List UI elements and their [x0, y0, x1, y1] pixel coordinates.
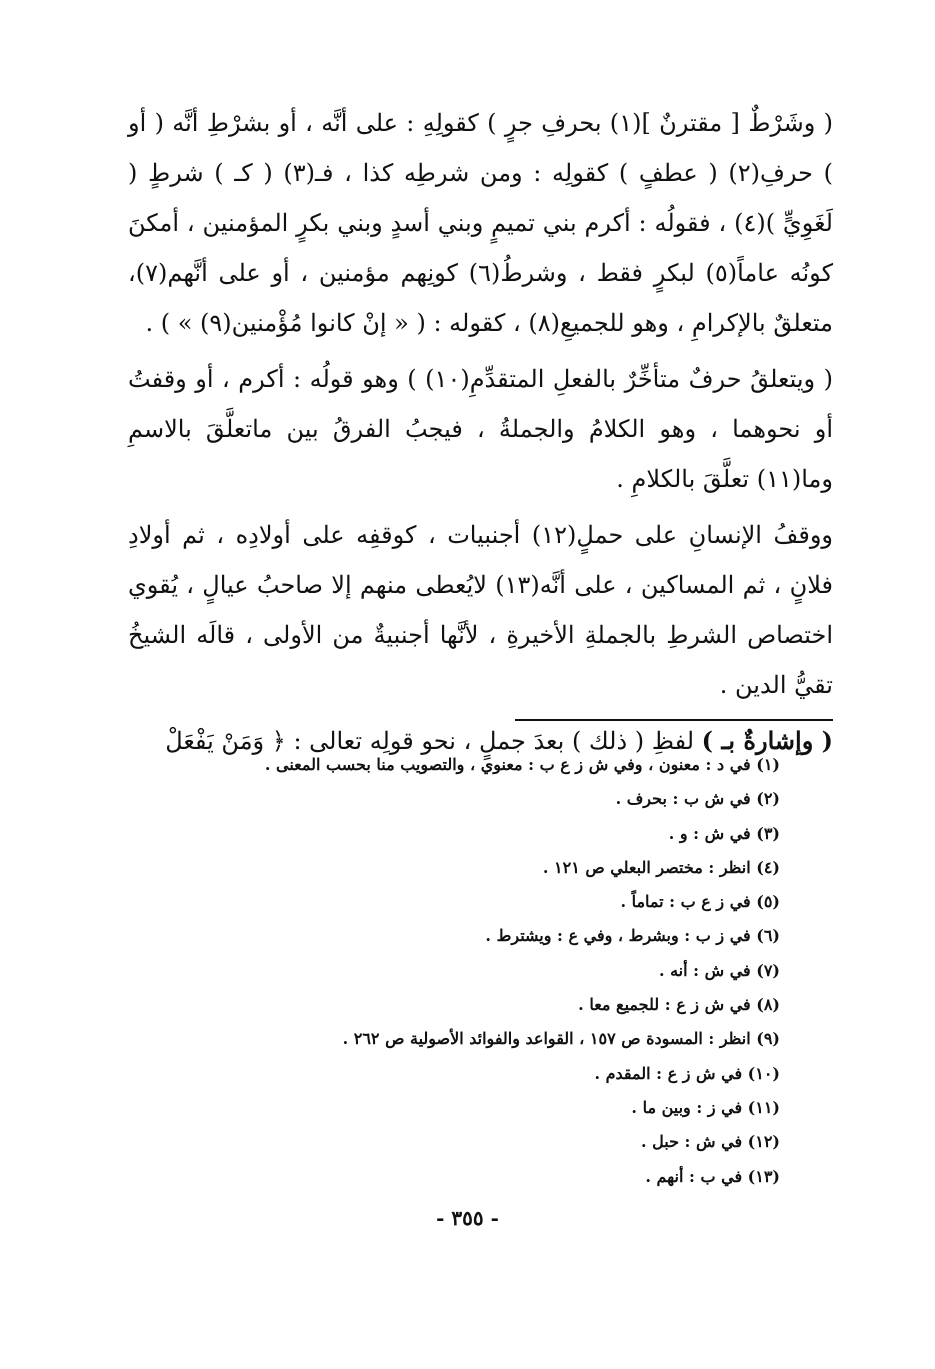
page-number: - ٣٥٥ - — [436, 1206, 499, 1230]
footnote-13: (١٣) في ب : أنهم . — [645, 1166, 780, 1186]
footnote-4: (٤) انظر : مختصر البعلي ص ١٢١ . — [542, 857, 780, 877]
paragraph-3: ووقفُ الإنسانِ على حملٍ(١٢) أجنبيات ، كوقفِه على أولادِه ، ثم أولادِ فلانٍ ، ثم المساكين ، على أنَّه(١٣) لايُعطى منهم إلا صاحبُ عيالٍ ، يُقوي اختصاص الشرطِ بالجملةِ الأخيرةِ ، لأنَّها أجنبيةٌ من الأولى ، قالَه الشيخُ تقيُّ الدين . — [128, 521, 833, 699]
paragraph-1: ( وشَرْطٌ [ مقترنٌ ](١) بحرفِ جرٍ ) كقولِهِ : على أنَّه ، أو بشرْطِ أنَّه ( أو ) حرفِ(٢) ( عطفٍ ) كقولِه : ومن شرطِه كذا ، فـ(٣) ( كـ ) شرطٍ ( لَغَوِيٍّ )(٤) ، فقولُه : أكرم بني تميمٍ وبني أسدٍ وبني بكرٍ المؤمنين ، أمكنَ كونُه عاماً(٥) لبكرٍ فقط ، وشرطُ(٦) كونِهم مؤمنين ، أو على أنَّهم(٧)، متعلقٌ بالإكرامِ ، وهو للجميعِ(٨) ، كقوله : ( « إنْ كانوا مُؤْمنين(٩) » ) . — [128, 109, 834, 337]
footnote-9: (٩) انظر : المسودة ص ١٥٧ ، القواعد والفوائد الأصولية ص ٢٦٢ . — [342, 1029, 780, 1049]
paragraph-2: ( ويتعلقُ حرفٌ متأخِّرٌ بالفعلِ المتقدِّمِ(١٠) ) وهو قولُه : أكرم ، أو وقفتُ أو نحوهما ، وهو الكلامُ والجملةُ ، فيجبُ الفرقُ بين ماتعلَّقَ بالاسمِ وما(١١) تعلَّقَ بالكلامِ . — [128, 365, 833, 493]
footnote-separator — [515, 719, 833, 721]
heading-phrase: ( وإشارةٌ بـ ) — [701, 726, 833, 755]
footnote-7: (٧) في ش : أنه . — [658, 960, 780, 980]
main-text — [128, 98, 833, 772]
footnote-10: (١٠) في ش ز ع : المقدم . — [594, 1063, 780, 1083]
footnote-5: (٥) في ز ع ب : تماماً . — [620, 892, 780, 912]
footnote-1: (١) في د : معنون ، وفي ش ز ع ب : معنوي ، والتصويب منا بحسب المعنى . — [264, 755, 780, 774]
footnote-6: (٦) في ز ب : وبشرط ، وفي ع : ويشترط . — [485, 926, 780, 946]
footnote-12: (١٢) في ش : حبل . — [640, 1132, 780, 1152]
footnote-3: (٣) في ش : و . — [668, 823, 780, 843]
footnotes — [200, 748, 780, 1194]
footnote-2: (٢) في ش ب : بحرف . — [615, 789, 780, 809]
footnote-11: (١١) في ز : وبين ما . — [631, 1097, 780, 1117]
paragraph-4-text: لفظِ ( ذلك ) بعدَ جملٍ ، نحو قولِه تعالى : ﴿ وَمَنْ يَفْعَلْ — [165, 727, 695, 755]
footnote-8: (٨) في ش ز ع : للجميع معا . — [578, 995, 780, 1015]
